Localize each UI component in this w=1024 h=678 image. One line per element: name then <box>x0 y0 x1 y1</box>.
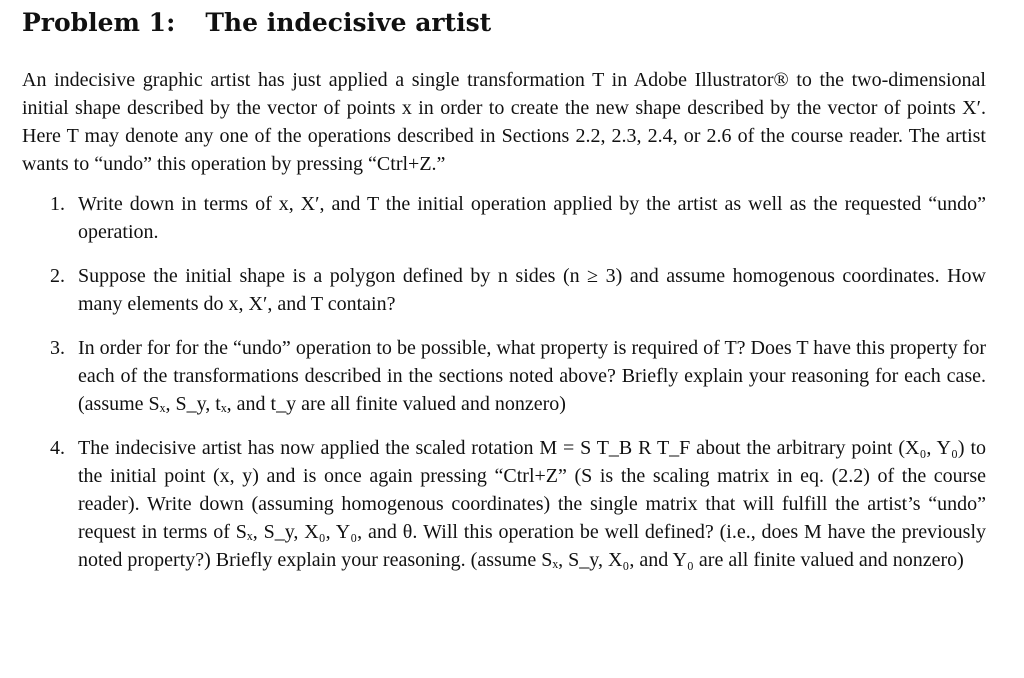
question-number: 4. <box>50 437 65 459</box>
question-number: 1. <box>50 193 65 215</box>
question-item-2 <box>22 262 986 318</box>
intro-paragraph: An indecisive graphic artist has just applied a single transformation T in Adobe Illustrator® to the two-dimensional initial shape described by the vector of points x in order to create the new shape described by the vector of points X′. Here T may denote any one of the operations described in Sections 2.2, 2.3, 2.4, or 2.6 of the course reader. The artist wants to “undo” this operation by pressing “Ctrl+Z.” <box>22 69 986 175</box>
question-text: In order for for the “undo” operation to be possible, what property is required of T? Does T have this property for each of the transformations described in the sections noted above? Briefly explain your reasoning for each case. (assume Sₓ, S_y, tₓ, and t_y are all finite valued and nonzero) <box>78 337 986 415</box>
question-number: 3. <box>50 337 65 359</box>
problem-heading <box>22 6 986 40</box>
question-text: Write down in terms of x, X′, and T the initial operation applied by the artist as well as the requested “undo” operation. <box>78 193 986 243</box>
question-number: 2. <box>50 265 65 287</box>
question-item-3 <box>22 334 986 418</box>
question-item-1 <box>22 190 986 246</box>
question-item-4 <box>22 434 986 574</box>
question-list <box>22 190 986 574</box>
problem-label: Problem 1: <box>22 8 176 37</box>
problem-title: The indecisive artist <box>205 8 492 37</box>
question-text: The indecisive artist has now applied the scaled rotation M = S T_B R T_F about the arbitrary point (X₀, Y₀) to the initial point (x, y) and is once again pressing “Ctrl+Z” (S is the scaling matrix in eq. (2.2) of the course reader). Write down (assuming homogenous coordinates) the single matrix that will fulfill the artist’s “undo” request in terms of Sₓ, S_y, X₀, Y₀, and θ. Will this operation be well defined? (i.e., does M have the previously noted property?) Briefly explain your reasoning. (assume Sₓ, S_y, X₀, and Y₀ are all finite valued and nonzero) <box>78 437 986 571</box>
question-text: Suppose the initial shape is a polygon defined by n sides (n ≥ 3) and assume homogenous coordinates. How many elements do x, X′, and T contain? <box>78 265 986 315</box>
